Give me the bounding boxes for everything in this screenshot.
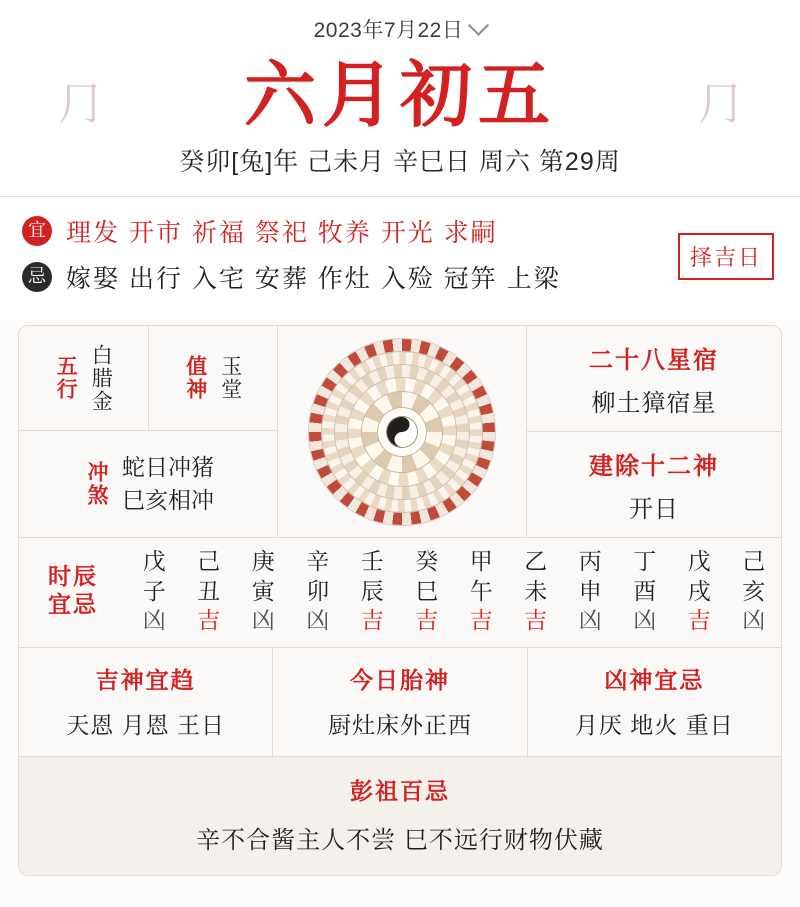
jianchu-value: 开日 — [629, 495, 679, 523]
shichen-gan: 己 — [742, 548, 766, 574]
ganzhi-line: 癸卯[兔]年 己未月 辛巳日 周六 第29周 — [179, 148, 621, 176]
xingxiu-title: 二十八星宿 — [589, 344, 719, 374]
shichen-columns — [127, 548, 781, 635]
pick-auspicious-day-button[interactable]: 择吉日 — [678, 233, 774, 280]
shichen-column[interactable] — [688, 548, 711, 635]
wuxing-cell — [19, 326, 148, 430]
three-column-section — [19, 648, 781, 757]
shichen-column[interactable] — [361, 548, 384, 635]
shichen-status: 凶 — [578, 607, 602, 634]
shichen-column[interactable] — [524, 548, 547, 635]
wuxing-label: 五行 — [54, 355, 80, 401]
luopan-compass-icon[interactable] — [309, 339, 495, 525]
shichen-zhi: 酉 — [633, 577, 657, 604]
card-top-grid — [19, 326, 781, 538]
shichen-zhi: 寅 — [251, 577, 275, 604]
jishen-title: 吉神宜趋 — [95, 666, 196, 694]
shichen-gan: 癸 — [415, 548, 439, 574]
shichen-zhi: 巳 — [415, 577, 439, 604]
shichen-zhi: 辰 — [360, 577, 384, 604]
shichen-zhi: 子 — [142, 577, 166, 604]
xingxiu-value: 柳土獐宿星 — [591, 389, 717, 417]
lunar-date: 六月初五 — [243, 52, 556, 137]
shichen-zhi: 戌 — [687, 577, 711, 604]
ji-row — [22, 259, 778, 295]
taishen-cell — [272, 648, 526, 756]
shichen-status: 凶 — [251, 607, 275, 634]
header — [0, 0, 800, 196]
gregorian-date: 2023年7月22日 — [313, 19, 464, 42]
shichen-zhi: 申 — [578, 577, 602, 604]
jianchu-cell — [527, 431, 781, 537]
shichen-column[interactable] — [633, 548, 656, 635]
shichen-label-line2: 宜忌 — [48, 591, 98, 619]
pengzu-value: 辛不合酱主人不尝 巳不远行财物伏藏 — [196, 826, 604, 854]
right-column — [527, 326, 781, 537]
xingxiu-cell — [527, 326, 781, 431]
zhishen-value: 玉堂 — [218, 355, 242, 401]
shichen-column[interactable] — [306, 548, 329, 635]
left-column — [19, 326, 278, 537]
shichen-zhi: 亥 — [742, 577, 766, 604]
lunar-date-block — [0, 50, 800, 140]
shichen-column[interactable] — [579, 548, 602, 635]
shichen-status: 吉 — [524, 607, 548, 634]
shichen-zhi: 未 — [524, 577, 548, 604]
shichen-zhi: 午 — [469, 577, 493, 604]
ornament-left-icon: ⺆ — [58, 79, 102, 130]
chongsha-line1: 蛇日冲猪 — [122, 453, 214, 480]
shichen-status: 吉 — [415, 607, 439, 634]
shichen-gan: 戊 — [687, 548, 711, 574]
shichen-status: 吉 — [197, 607, 221, 634]
chongsha-label: 冲煞 — [85, 461, 110, 507]
shichen-label-line1: 时辰 — [48, 562, 98, 590]
wuxing-zhishen-row — [19, 326, 277, 431]
chevron-down-icon[interactable] — [468, 14, 489, 35]
shichen-column[interactable] — [415, 548, 438, 635]
shichen-gan: 丙 — [578, 548, 602, 574]
almanac-card — [18, 325, 782, 876]
zhishen-cell — [148, 326, 278, 430]
taishen-value: 厨灶床外正西 — [327, 711, 472, 738]
taishen-title: 今日胎神 — [349, 666, 450, 694]
shichen-column[interactable] — [742, 548, 765, 635]
shichen-status: 吉 — [469, 607, 493, 634]
shichen-status: 凶 — [633, 607, 657, 634]
jishen-cell — [19, 648, 272, 756]
shichen-column[interactable] — [143, 548, 166, 635]
zhishen-label: 值神 — [183, 355, 209, 401]
shichen-column[interactable] — [197, 548, 220, 635]
pengzu-title: 彭祖百忌 — [350, 777, 450, 805]
yi-row — [22, 213, 778, 249]
yiji-section — [0, 197, 800, 319]
date-selector[interactable] — [0, 14, 800, 44]
shichen-status: 吉 — [687, 607, 711, 634]
yi-items: 理发 开市 祈福 祭祀 牧养 开光 求嗣 — [66, 219, 498, 247]
jianchu-title: 建除十二神 — [589, 450, 719, 480]
jishen-value: 天恩 月恩 王日 — [66, 711, 226, 738]
taiji-icon — [387, 417, 417, 447]
shichen-gan: 甲 — [469, 548, 493, 574]
chongsha-value — [122, 451, 214, 518]
xiongshen-title: 凶神宜忌 — [604, 666, 705, 694]
shichen-gan: 己 — [197, 548, 221, 574]
ji-badge: 忌 — [22, 262, 52, 292]
shichen-gan: 丁 — [633, 548, 657, 574]
shichen-label — [19, 548, 127, 635]
shichen-gan: 戊 — [142, 548, 166, 574]
shichen-column[interactable] — [470, 548, 493, 635]
shichen-status: 凶 — [742, 607, 766, 634]
shichen-column[interactable] — [252, 548, 275, 635]
shichen-gan: 庚 — [251, 548, 275, 574]
wuxing-value: 白腊金 — [89, 343, 113, 413]
shichen-gan: 乙 — [524, 548, 548, 574]
shichen-gan: 壬 — [360, 548, 384, 574]
compass-cell — [278, 326, 527, 537]
ji-items: 嫁娶 出行 入宅 安葬 作灶 入殓 冠笄 上梁 — [66, 265, 561, 293]
shichen-zhi: 丑 — [197, 577, 221, 604]
shichen-gan: 辛 — [306, 548, 330, 574]
shichen-status: 凶 — [142, 607, 166, 634]
yi-badge: 宜 — [22, 216, 52, 246]
shichen-status: 凶 — [306, 607, 330, 634]
shichen-zhi: 卯 — [306, 577, 330, 604]
ornament-right-icon: ⺆ — [698, 79, 742, 130]
chongsha-cell — [19, 431, 277, 537]
xiongshen-cell — [527, 648, 781, 756]
shichen-section — [19, 538, 781, 648]
chongsha-line2: 巳亥相冲 — [122, 487, 214, 513]
shichen-status: 吉 — [360, 607, 384, 634]
pengzu-section — [19, 757, 781, 875]
xiongshen-value: 月厌 地火 重日 — [574, 711, 734, 738]
